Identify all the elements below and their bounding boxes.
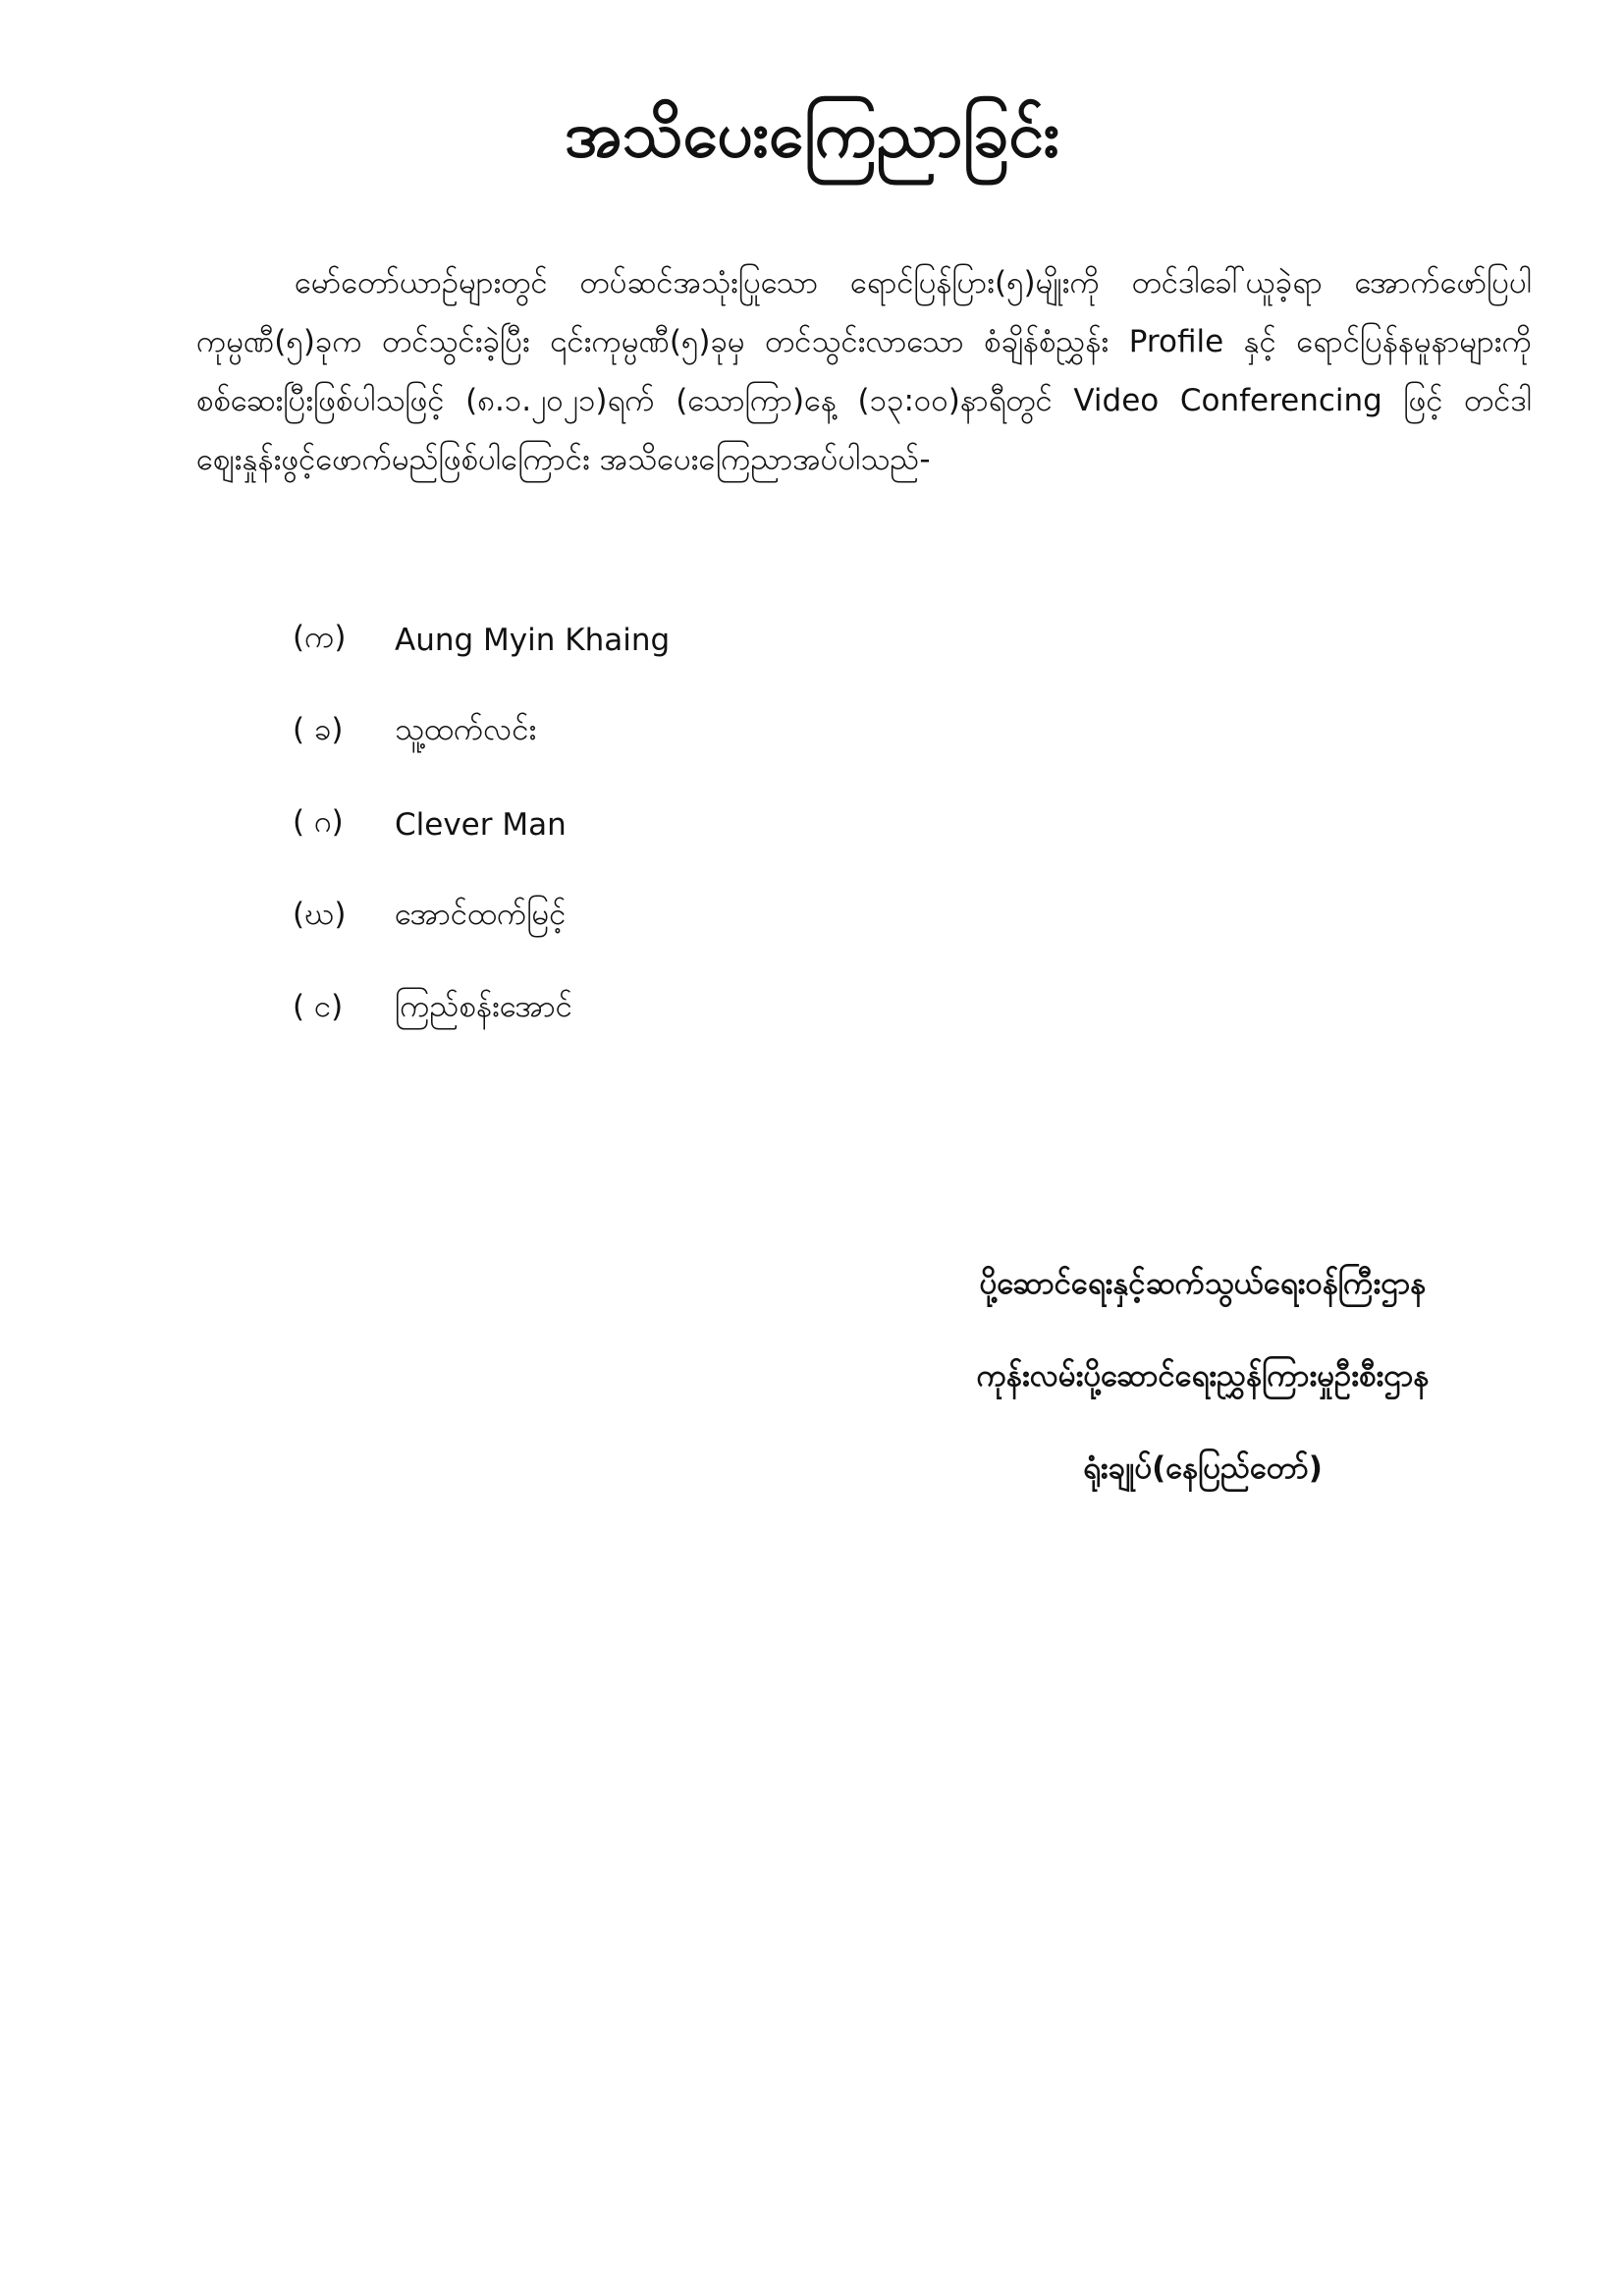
list-item: [293, 594, 670, 686]
page-title: အသိပေးကြေညာခြင်း: [564, 99, 1060, 172]
item-marker: ( ခ): [293, 712, 344, 747]
list-item: [293, 779, 670, 871]
item-marker: ( င): [293, 989, 344, 1024]
company-list: [293, 594, 670, 1056]
company-name: ကြည်စန်းအောင်: [395, 989, 572, 1024]
list-item: [293, 871, 670, 963]
company-name: အောင်ထက်မြင့်: [395, 897, 567, 932]
body-paragraph: မော်တော်ယာဉ်များတွင် တပ်ဆင်အသုံးပြုသော ရောင်ပြန်ပြား(၅)မျိုးကို တင်ဒါခေါ်ယူခဲ့ရာ အောက်ဖော်ပြပါကုမ္ပဏီ(၅)ခုက တင်သွင်းခဲ့ပြီး ၎င်းကုမ္ပဏီ(၅)ခုမှ တင်သွင်းလာသော စံချိန်စံညွှန်း Profile နှင့် ရောင်ပြန်နမူနာများကို စစ်ဆေးပြီးဖြစ်ပါသဖြင့် (၈.၁.၂၀၂၁)ရက် (သောကြာ)နေ့ (၁၃:၀၀)နာရီတွင် Video Conferencing ဖြင့် တင်ဒါဈေးနှုန်းဖွင့်ဖောက်မည်ဖြစ်ပါကြောင်း အသိပေးကြေညာအပ်ပါသည်-: [196, 265, 1532, 477]
signature-ministry: ပို့ဆောင်ရေးနှင့်ဆက်သွယ်ရေးဝန်ကြီးဌာန: [979, 1266, 1427, 1301]
list-item: [293, 686, 670, 779]
signature-office: ရုံးချုပ်(နေပြည်တော်): [1083, 1450, 1323, 1486]
item-marker: (က): [293, 620, 347, 655]
signature-block: [854, 1237, 1551, 1514]
signature-department: ကုန်းလမ်းပို့ဆောင်ရေးညွှန်ကြားမှုဦးစီးဌာန: [976, 1358, 1430, 1394]
company-name: Clever Man: [395, 807, 567, 843]
item-marker: (ဃ): [293, 897, 347, 932]
list-item: [293, 963, 670, 1056]
company-name: သူ့ထက်လင်း: [395, 712, 537, 747]
company-name: Aung Myin Khaing: [395, 623, 671, 658]
item-marker: ( ဂ): [293, 804, 344, 840]
